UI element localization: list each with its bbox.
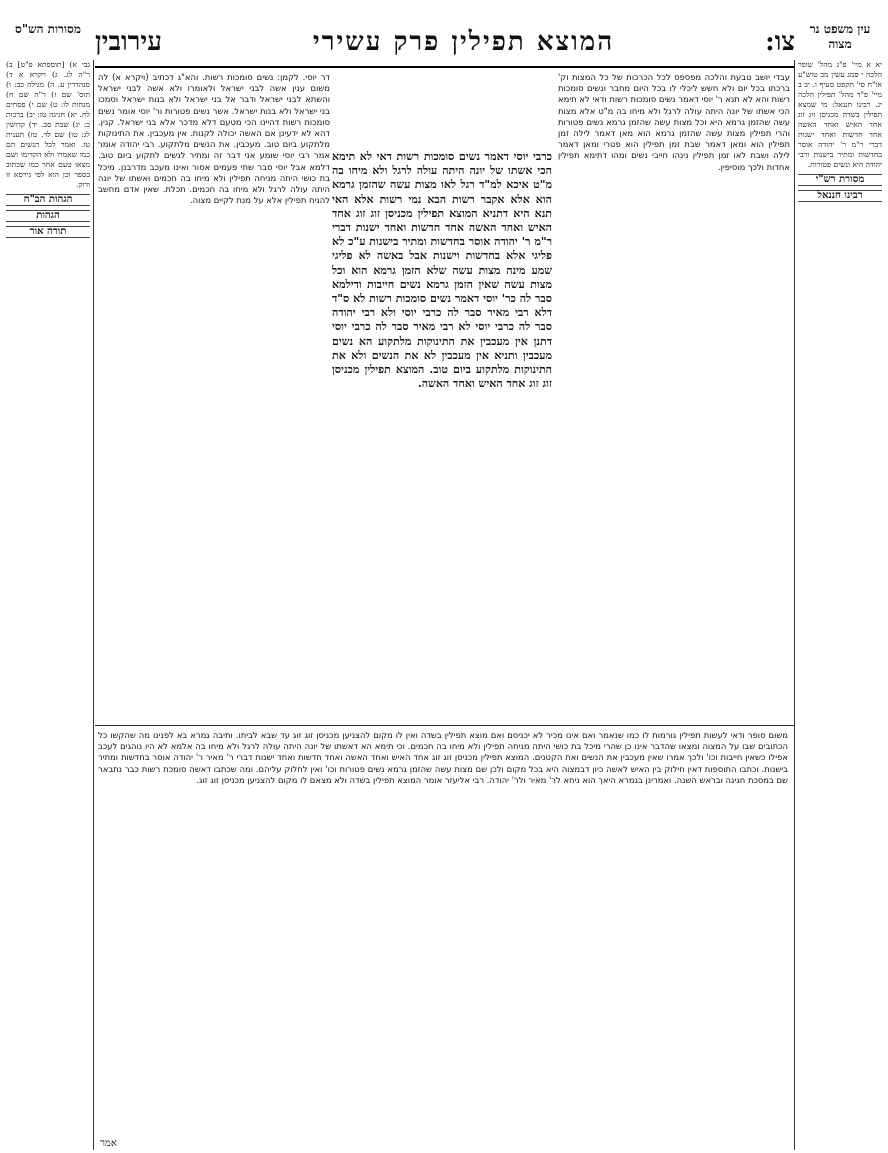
right-divider	[794, 60, 795, 1150]
left-divider	[93, 60, 94, 1150]
hagahot-bach-title: הגהות הב"ח	[6, 194, 90, 206]
page-header	[95, 18, 795, 68]
ein-mishpat-text: יא א מיי' פ"ג מהל' שופר הלכה י סמג עשין מב טוש"ע או"ח סי' תקפט סעיף ו. יב ב מיי' פ"ד מהל' תפילין הלכה יג. רבינו חננאל: מי שמצא תפילין בשדה מכניסן זוג זוג אחד האיש ואחד האשה אחד חדשות ואחד ישנות דברי ר"מ ר' יהודה אוסר בחדשות ומתיר בישנות ורבי יהודה היא ונשים פטורות.	[798, 60, 882, 169]
daf-number: צו:	[765, 27, 795, 57]
rabbenu-chananel-title: רבינו חננאל	[798, 190, 882, 202]
left-margin-column	[6, 60, 90, 1150]
commentary-divider	[95, 725, 795, 726]
rashi-column: עבדי יושב טבעת והלכה מפספס לכל הכרכות של כל המצות וק' ברכתו בכל יום ולא חשש ליכלי לו בכל היום מחבר ונשים סומכות רשות והא לא תנא ר' יוסי דאמר נשים סומכות רשות ודאי לא תימא הכי אשתו של יונה היתה עולה לרגל ולא מיחו בה מ"ט אלא מצות עשה שהזמן גרמא היא וכל מצות עשה שהזמן גרמא נשים פטורות והרי תפילין מצות עשה שהזמן גרמא הוא מאן דאמר לילה זמן תפילין הוא ומאן דאמר שבת זמן תפילין הוא פטרי ומאן דאמר לילה ושבת לאו זמן תפילין נינהו חייבי נשים ומהו דתימא תפילין אחדות ולכך מוסיפין.	[558, 72, 790, 172]
tosafot-column: דר יוסי. לקמן: נשים סומכות רשות. והא"ג דכתיב (ויקרא א) לה משום ענין אשה לבני ישראל ולאומרו ולא אשה לבני ישראל והשתא לבני ישראל ודבר אל בני ישראל ולא בנות ישראל וסמכו בני ישראל ולא בנות ישראל. אשר נשים פטורות ור' יוסי אומר נשים סומכות רשות דהיינו הכי מטעם דלא מדכר אלא בני ישראל. קנין. דהא לא ידעינן אם האשה יכולה לקנות. אין מעכבין. את התינוקות מלתקוע ביום טוב. מעכבין. את הנשים מלתקוע. רבי יהודה אומר אמר רבי יוסי שומע אני דבר זה ומתיר לנשים לתקוע ביום טוב. דלמא אבל יוסי סבר שתי פעמים אסור ואינו מעכב מדרבנן. מיכל בת כושי היתה מניחה תפילין ולא מיחו בה חכמים ואשתו של יונה היתה עולה לרגל ולא מיחו בה חכמים. תכלת. שאין אדם מחשב להניח תפילין אלא על מנת לקיים מצוה.	[98, 72, 330, 206]
bottom-commentary: משום סופר ודאי לעשות תפילין גורמות לו כמו שנאמר ואם אינו מכיר לא יכניסם ואם מוצא תפילין בשדה ואין לו מקום להצניען מכניסן זוג זוג עד שבא לביתו. ותיבה גמרא בא לפנינו מה שהקשו כל הכתובים שבו על המצוה ומצאו שהדבר אינו כן שהרי מיכל בת כושי היתה מניחה תפילין ולא מיחו בה חכמים. וכי תימא הא דאשתו של יונה היתה עולה לרגל ולא מיחו בה אלמא לא היו נוהגים לעכב אפילו כשאין חייבות וכו' ולכך אמרו שאין מעכבין את הנשים ואת הקטנים. המוצא תפילין מכניסן זוג זוג אחד האיש ואחד האשה ואחד חדשות ואחד ישנות דברי ר' מאיר ר' יהודה אוסר בחדשות ומתיר בישנות. וכתבו התוספות דאין חילוק בין האיש לאשה כיון דבמצוה היא בכל מקום ולכן שם מצות עשה שהזמן גרמא נשים פטורות וכו' ואין לחלוק עליהם. ומה שכתבו דאשה סומכת רשות כבר נתבאר שם במסכת חגיגה ובראש השנה. ואמרינן בגמרא היאך הוא ניחא לר' מאיר ולר' יהודה. רבי אליעזר אומר המוצא תפילין בשדה ולא מצאם לו מקום להצניען מכניסן זוג זוג.	[98, 730, 788, 785]
chapter-title: המוצא תפילין פרק עשירי	[312, 27, 615, 57]
masoret-text: גבי א) [תוספתא פ"ט] ב) ר"ה לג. ג) ויקרא א ד) סנהדרין ע. ה) מגילה כב: ו) תוס' שם ז) ר"ה שם ח) מנחות לו: ט) שם י) פסחים לח. יא) חגיגה טז: יב) ברכות כ: יג) שבת סב. יד) קדושין לג: טו) שם לד. טז) תענית טז. ואמר לכל הנשים הם כמו שאמרו ולא הקדימו ושם מצאו טעם אחר כמו שכתוב בספר וכן הוא לפי גירסא זו ודוק.	[6, 60, 90, 189]
hagahot-title: הגהות	[6, 210, 90, 222]
right-margin-column	[798, 60, 882, 1150]
torah-or-title: תורה אור	[6, 226, 90, 238]
rashi-sources-title: מסורת רש"י	[798, 174, 882, 186]
catchword: אמר	[100, 1138, 117, 1149]
gemara-column: כרבי יוסי דאמר נשים סומכות רשות דאי לא תימא הכי אשתו של יונה היתה עולה לרגל ולא מיחו בה מ"ט איכא למ"ד רגל לאו מצות עשה שהזמן גרמא הוא אלא אקבר רשות הבא נמי רשות אלא האי תנא היא דתניא המוצא תפילין מכניסן זוג זוג אחד האיש ואחד האשה אחד חדשות ואחד ישנות דברי ר"מ ר' יהודה אוסר בחדשות ומתיר בישנות ע"כ לא פליגי אלא בחדשות וישנות אבל באשה לא פליגי שמע מינה מצות עשה שלא הזמן גרמא הוא וכל מצות עשה שאין הזמן גרמא נשים חייבות ודילמא סבר לה כר' יוסי דאמר נשים סומכות רשות לא ס"ד דלא רבי מאיר סבר לה כרבי יוסי ולא רבי יהודה סבר לה כרבי יוסי לא רבי מאיר סבר לה כרבי יוסי דתנן אין מעכבין את התינוקות מלתקוע הא נשים מעכבין ותניא אין מעכבין לא את הנשים ולא את התינוקות מלתקוע ביום טוב. המוצא תפילין מכניסן זוג זוג אחד האיש ואחד האשה.	[332, 150, 552, 391]
right-margin-title: עין משפט נר מצוה	[809, 22, 871, 51]
left-margin-title: מסורות הש"ס	[15, 22, 81, 36]
tractate-title: עירובין	[95, 27, 162, 57]
